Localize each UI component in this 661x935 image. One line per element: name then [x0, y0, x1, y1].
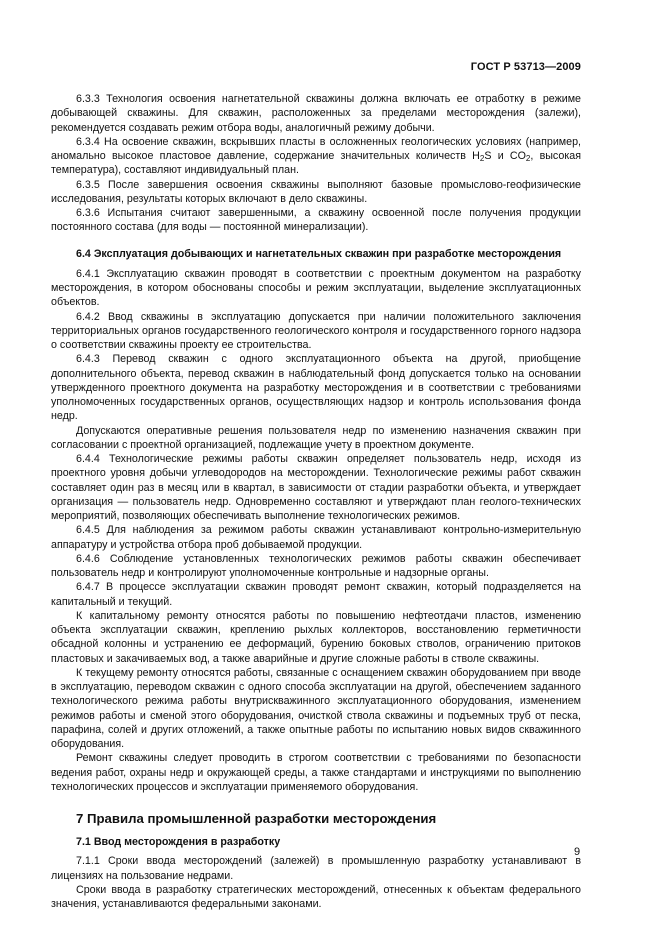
paragraph-6-3-5: 6.3.5 После завершения освоения скважины выполняют базовые промыслово-геофизические исследования, результаты которых включают в дело скважины. — [51, 178, 581, 205]
paragraph-6-4-1: 6.4.1 Эксплуатацию скважин проводят в соответствии с проектным документом на разработку месторождения, в котором обоснованы способы и режим эксплуатации, выделение эксплуатационных объектов. — [51, 267, 581, 309]
p634-subscript-2: 2 — [525, 154, 531, 163]
p634-text-3: , высокая температура), составляют индивидуальный план. — [51, 150, 581, 177]
standard-header: ГОСТ Р 53713—2009 — [470, 61, 581, 73]
page-body — [51, 92, 581, 911]
paragraph-6-4-3: 6.4.3 Перевод скважин с одного эксплуатационного объекта на другой, приобщение дополнительного объекта, перевод скважин в наблюдательный фонд допускается только на основании утвержденного проектного документа на разработку месторождения и в соответствии с требованиями уполномоченных государственных органов, осуществляющих надзор и контроль использования фонда недр. — [51, 353, 581, 423]
paragraph-6-4-5: 6.4.5 Для наблюдения за режимом работы скважин устанавливают контрольно-измерительную аппаратуру и устройства отбора проб добываемой продукции. — [51, 524, 581, 551]
section-6-4-heading: 6.4 Эксплуатация добывающих и нагнетательных скважин при разработке месторождения — [76, 247, 562, 260]
paragraph-repair-requirements: Ремонт скважины следует проводить в строгом соответствии с требованиями по безопасности ведения работ, охраны недр и окружающей среды, а также стандартами и инструкциями по выполнению технологических процессов и эксплуатации применяемого оборудования. — [51, 752, 581, 793]
paragraph-6-4-6: 6.4.6 Соблюдение установленных технологических режимов работы скважин обеспечивает пользователь недр и контролируют уполномоченные контрольные и надзорные органы. — [51, 552, 581, 579]
p634-subscript-1: 2 — [479, 154, 485, 163]
paragraph-6-3-4 — [51, 135, 581, 178]
paragraph-6-3-3: 6.3.3 Технология освоения нагнетательной скважины должна включать ее отработку в режиме добывающей скважины. Для скважин, расположенных за пределами месторождения (залежи), рекомендуется создавать режим отбора воды, аналогичный режиму добычи. — [51, 93, 581, 134]
page-number: 9 — [574, 846, 581, 858]
p634-text-2: S и CO — [484, 150, 526, 162]
paragraph-current-repair: К текущему ремонту относятся работы, связанные с оснащением скважин оборудованием при вводе в эксплуатацию, переводом скважин с одного способа эксплуатации на другой, обеспечением заданного технологического режима работы внутрискважинного эксплуатационного оборудования, изменением режимов работы и сменой этого оборудования, очисткой ствола скважины и подъемных труб от песка, парафина, солей и других отложений, а также опытные работы по испытанию новых видов скважинного оборудования. — [51, 666, 581, 750]
paragraph-6-4-4: 6.4.4 Технологические режимы работы скважин определяет пользователь недр, исходя из проектного уровня добычи углеводородов на месторождении. Технологические режимы работ скважин составляет один раз в месяц или в квартал, в зависимости от стадии разработки объекта, и утверждает организация — пользователь недр. Одновременно составляют и утверждают план геолого-технических мероприятий, позволяющих обеспечивать выполнение технологических режимов. — [51, 453, 581, 522]
paragraph-6-4-2: 6.4.2 Ввод скважины в эксплуатацию допускается при наличии положительного заключения территориальных органов государственного геологического контроля и государственного горного надзора о соответствии скважины проекту ее строительства. — [51, 310, 581, 351]
chapter-7-heading: 7 Правила промышленной разработки месторождения — [76, 811, 437, 826]
paragraph-6-3-6: 6.3.6 Испытания считают завершенными, а скважину освоенной после получения продукции постоянного состава (для воды — постоянной минерализации). — [51, 207, 581, 234]
section-7-1-heading: 7.1 Ввод месторождения в разработку — [76, 836, 281, 848]
paragraph-7-1-1: 7.1.1 Сроки ввода месторождений (залежей) в промышленную разработку устанавливают в лицензиях на пользование недрами. — [51, 855, 581, 882]
p634-text-1: 6.3.4 На освоение скважин, вскрывших пласты в осложненных геологических условиях (например, аномально высокое пластовое давление, содержание значительных количеств H — [51, 135, 581, 162]
paragraph-capital-repair: К капитальному ремонту относятся работы по повышению нефтеотдачи пластов, изменению объекта эксплуатации скважин, креплению рыхлых коллекторов, восстановлению герметичности обсадной колонны и устранению ее деформаций, бурению боковых стволов, ограничению притоков пластовых и закачиваемых вод, а также аварийные и другие сложные работы в стволе скважины. — [51, 609, 581, 665]
paragraph-6-4-3-cont: Допускаются оперативные решения пользователя недр по изменению назначения скважин при согласовании с проектной организацией, подлежащие учету в проектном документе. — [51, 424, 581, 451]
paragraph-7-1-1-cont: Сроки ввода в разработку стратегических месторождений, отнесенных к объектам федерального значения, устанавливаются федеральными законами. — [51, 883, 581, 910]
paragraph-6-4-7: 6.4.7 В процессе эксплуатации скважин проводят ремонт скважин, который подразделяется на капитальный и текущий. — [51, 581, 581, 608]
